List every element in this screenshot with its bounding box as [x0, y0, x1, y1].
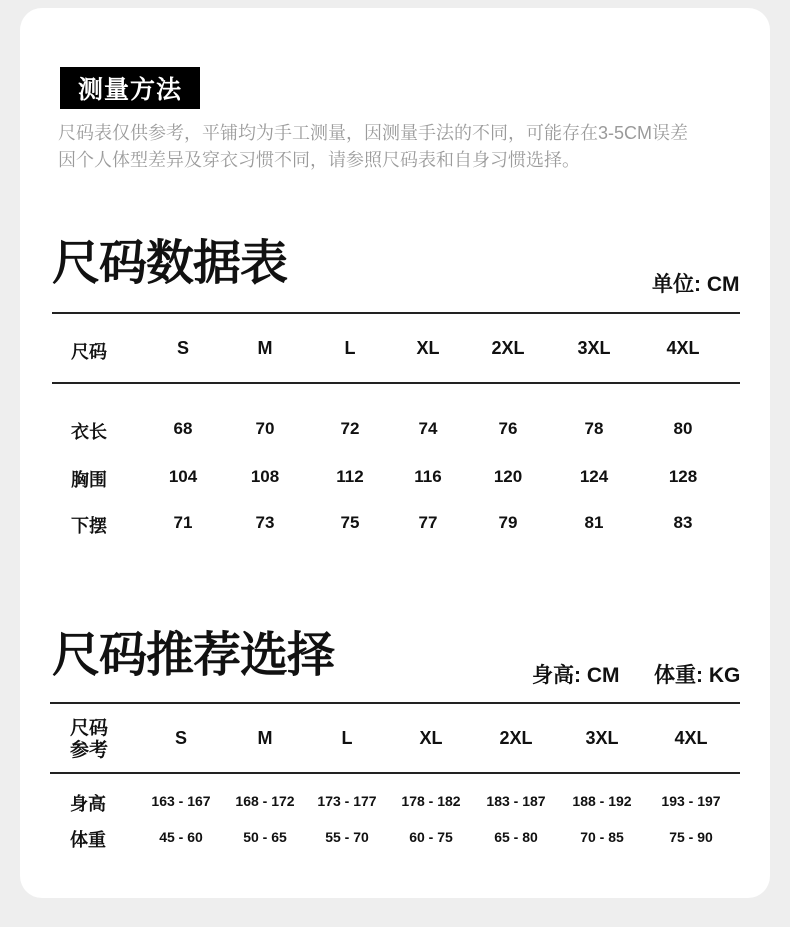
table-cell: 128 — [668, 467, 698, 486]
size-column-header: 4XL — [674, 728, 708, 748]
size-table-header-rule — [52, 382, 740, 384]
size-column-header: L — [344, 338, 356, 358]
table-cell: 75 - 90 — [669, 829, 713, 845]
size-column-header: 4XL — [666, 338, 700, 358]
measure-note — [58, 120, 770, 174]
table-cell: 80 — [673, 419, 693, 438]
size-table-top-rule — [52, 312, 740, 314]
table-cell: 193 - 197 — [661, 793, 721, 809]
table-cell: 65 - 80 — [494, 829, 538, 845]
table-cell: 112 — [336, 467, 364, 486]
table-cell: 70 - 85 — [580, 829, 624, 845]
table-cell: 178 - 182 — [401, 793, 461, 809]
table-cell: 116 — [414, 467, 442, 486]
size-column-header: S — [174, 728, 188, 748]
table-row-label: 身高 — [70, 794, 106, 814]
size-column-header: 3XL — [585, 728, 619, 748]
recommend-weight-unit: 体重: KG — [654, 664, 741, 687]
size-column-header: 2XL — [499, 728, 533, 748]
recommend-table-title: 尺码推荐选择 — [52, 629, 335, 682]
table-cell: 163 - 167 — [151, 793, 211, 809]
size-table-title: 尺码数据表 — [52, 237, 288, 290]
table-cell: 83 — [673, 513, 693, 532]
table-cell: 79 — [498, 513, 518, 532]
recommend-table-top-rule — [50, 702, 740, 704]
table-cell: 108 — [250, 467, 280, 486]
table-row-label: 胸围 — [71, 470, 107, 490]
size-column-header: S — [176, 338, 190, 358]
table-cell: 45 - 60 — [159, 829, 203, 845]
recommend-header-label-line-1: 尺码 — [70, 718, 109, 739]
table-cell: 77 — [418, 513, 438, 532]
table-row-label: 衣长 — [71, 422, 107, 442]
table-cell: 81 — [584, 513, 604, 532]
table-cell: 70 — [255, 419, 275, 438]
table-cell: 183 - 187 — [486, 793, 546, 809]
table-cell: 71 — [173, 513, 193, 532]
size-table-header-label: 尺码 — [71, 342, 107, 362]
table-cell: 72 — [340, 419, 360, 438]
table-cell: 188 - 192 — [572, 793, 632, 809]
table-cell: 173 - 177 — [317, 793, 377, 809]
table-cell: 55 - 70 — [325, 829, 369, 845]
size-column-header: XL — [416, 338, 440, 358]
table-cell: 120 — [493, 467, 523, 486]
table-cell: 60 - 75 — [409, 829, 453, 845]
size-column-header: M — [257, 728, 273, 748]
size-table-unit: 单位: CM — [652, 273, 740, 296]
size-column-header: M — [257, 338, 273, 358]
table-cell: 50 - 65 — [243, 829, 287, 845]
table-row-label: 下摆 — [71, 516, 107, 536]
recommend-table-header-rule — [50, 772, 740, 774]
table-cell: 104 — [168, 467, 198, 486]
measure-note-line-2: 因个人体型差异及穿衣习惯不同，请参照尺码表和自身习惯选择。 — [58, 150, 580, 170]
size-column-header: 3XL — [577, 338, 611, 358]
recommend-table-header-label — [70, 718, 108, 762]
recommend-header-label-line-2: 参考 — [70, 740, 109, 761]
table-cell: 78 — [584, 419, 604, 438]
measure-note-line-1: 尺码表仅供参考，平铺均为手工测量，因测量手法的不同，可能存在3-5CM误差 — [58, 123, 689, 143]
table-cell: 73 — [255, 513, 275, 532]
table-cell: 76 — [498, 419, 518, 438]
size-column-header: 2XL — [491, 338, 525, 358]
size-column-header: L — [341, 728, 353, 748]
table-cell: 75 — [340, 513, 360, 532]
table-cell: 74 — [418, 419, 438, 438]
measure-method-tag: 测量方法 — [60, 67, 200, 109]
size-column-header: XL — [419, 728, 443, 748]
table-cell: 168 - 172 — [235, 793, 295, 809]
table-row-label: 体重 — [70, 830, 106, 850]
table-cell: 68 — [173, 419, 193, 438]
table-cell: 124 — [579, 467, 609, 486]
recommend-height-unit: 身高: CM — [532, 664, 620, 687]
